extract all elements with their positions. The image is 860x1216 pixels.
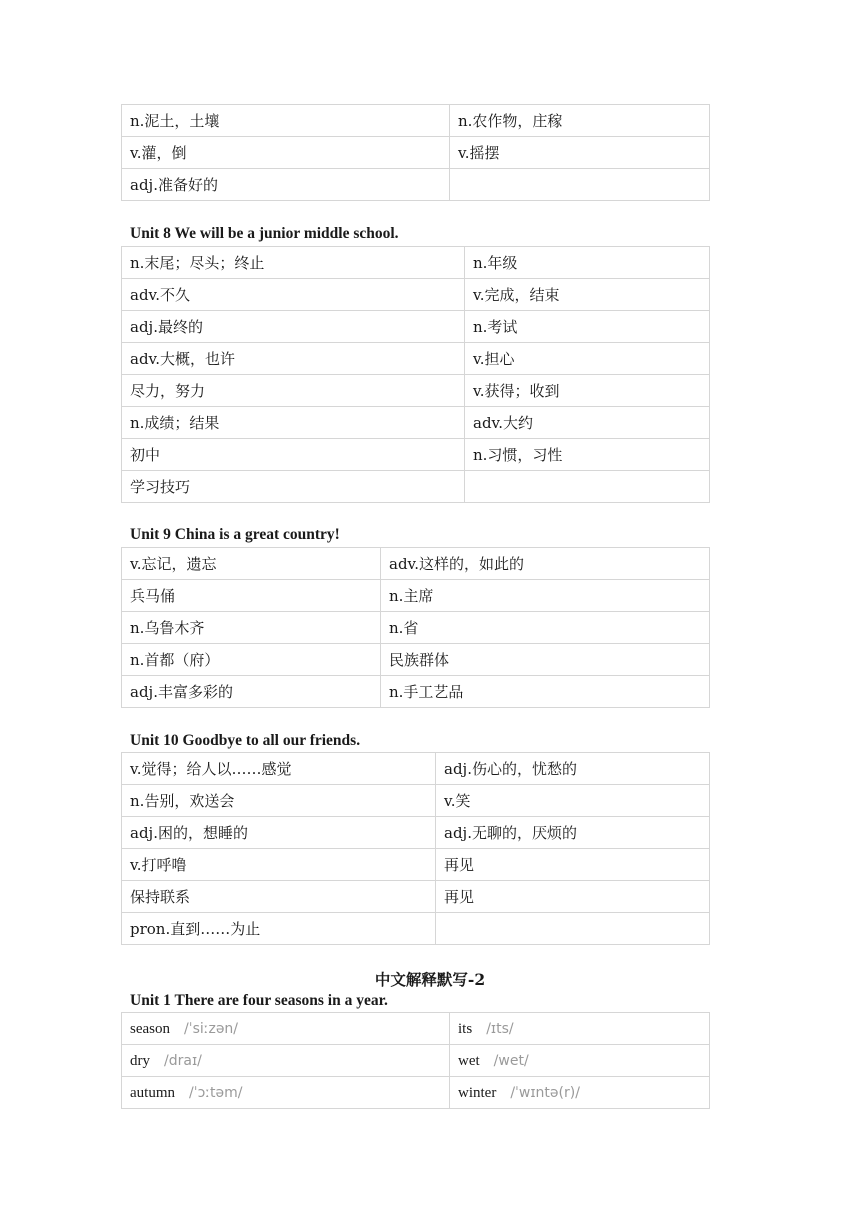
table-cell: 尽力，努力 [122,375,465,407]
table-cell: n.农作物，庄稼 [450,105,710,137]
vocab-word: wet [458,1053,480,1069]
table-cell: v.灌，倒 [122,137,450,169]
table-cell: n.乌鲁木齐 [122,612,381,644]
vocab-table-unit9 [121,547,710,708]
table-cell: v.忘记，遗忘 [122,548,381,580]
table-cell: n.习惯，习性 [465,439,710,471]
table-cell: 民族群体 [381,644,710,676]
table-row [122,311,710,343]
table-cell: adj.准备好的 [122,169,450,201]
table-cell: n.末尾；尽头；终止 [122,247,465,279]
table-cell: n.年级 [465,247,710,279]
vocab-table-unit8 [121,246,710,503]
table-cell: adv.这样的，如此的 [381,548,710,580]
vocab-word: its [458,1021,473,1037]
table-cell: v.担心 [465,343,710,375]
table-cell: 初中 [122,439,465,471]
table-row [122,817,710,849]
table-row [122,169,710,201]
table-cell: n.首都（府） [122,644,381,676]
table-row [122,247,710,279]
table-row [122,913,710,945]
table-cell [450,1013,710,1045]
table-cell: adj.最终的 [122,311,465,343]
table-cell: adv.大概，也许 [122,343,465,375]
table-cell: v.觉得；给人以……感觉 [122,753,436,785]
table-cell: adv.大约 [465,407,710,439]
table-cell [450,1045,710,1077]
table-cell: adj.困的，想睡的 [122,817,436,849]
table-cell: pron.直到……为止 [122,913,436,945]
unit1-heading: Unit 1 There are four seasons in a year. [130,992,388,1009]
table-row [122,1013,710,1045]
table-cell: n.考试 [465,311,710,343]
table-row [122,439,710,471]
table-cell: adj.丰富多彩的 [122,676,381,708]
table-cell: 学习技巧 [122,471,465,503]
phonetic: /ˈwɪntə(r)/ [510,1085,580,1101]
table-row [122,849,710,881]
table-row [122,785,710,817]
table-row [122,580,710,612]
table-row [122,1077,710,1109]
table-cell: v.摇摆 [450,137,710,169]
table-cell [122,1045,450,1077]
table-cell: n.省 [381,612,710,644]
phonetic: /ˈɔːtəm/ [189,1085,243,1101]
vocab-word: season [130,1021,170,1037]
phonetic: /draɪ/ [164,1053,202,1069]
table-row [122,676,710,708]
unit8-heading: Unit 8 We will be a junior middle school. [130,225,399,242]
table-cell: adj.伤心的，忧愁的 [436,753,710,785]
table-row [122,407,710,439]
table-cell: 保持联系 [122,881,436,913]
unit10-heading: Unit 10 Goodbye to all our friends. [130,732,361,749]
table-cell [465,471,710,503]
table-cell: v.完成，结束 [465,279,710,311]
table-cell: n.手工艺品 [381,676,710,708]
table-cell: 再见 [436,849,710,881]
table-cell: n.主席 [381,580,710,612]
phonetic: /ɪts/ [486,1021,514,1037]
vocab-table-top [121,104,710,201]
table-row [122,753,710,785]
table-row [122,881,710,913]
table-row [122,105,710,137]
table-row [122,612,710,644]
table-cell: n.告别，欢送会 [122,785,436,817]
section-title: 中文解释默写-2 [374,970,486,989]
table-cell: n.成绩；结果 [122,407,465,439]
vocab-word: dry [130,1053,150,1069]
table-cell: adv.不久 [122,279,465,311]
vocab-word: winter [458,1085,497,1101]
table-row [122,471,710,503]
table-cell: v.获得；收到 [465,375,710,407]
vocab-table-unit1 [121,1012,710,1109]
table-row [122,1045,710,1077]
table-cell [450,169,710,201]
table-row [122,548,710,580]
table-row [122,343,710,375]
phonetic: /ˈsiːzən/ [184,1021,239,1037]
table-cell: v.笑 [436,785,710,817]
vocab-word: autumn [130,1085,175,1101]
unit9-heading: Unit 9 China is a great country! [130,526,340,543]
table-row [122,375,710,407]
vocab-table-unit10 [121,752,710,945]
table-cell: adj.无聊的，厌烦的 [436,817,710,849]
table-row [122,279,710,311]
table-cell [436,913,710,945]
table-cell: 兵马俑 [122,580,381,612]
table-row [122,644,710,676]
table-cell [450,1077,710,1109]
table-cell: v.打呼噜 [122,849,436,881]
table-cell: 再见 [436,881,710,913]
table-cell [122,1013,450,1045]
table-cell: n.泥土，土壤 [122,105,450,137]
phonetic: /wet/ [493,1053,529,1069]
table-row [122,137,710,169]
table-cell [122,1077,450,1109]
